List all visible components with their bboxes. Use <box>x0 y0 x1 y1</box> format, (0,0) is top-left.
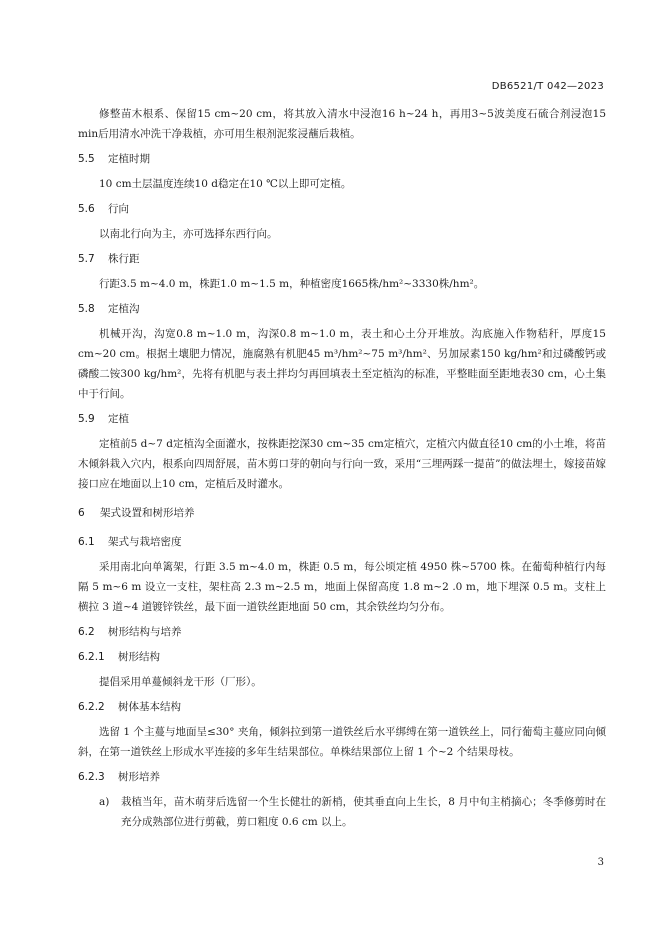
heading-6: 6 架式设置和树形培养 <box>78 507 195 519</box>
paragraph-root-pruning: 修整苗木根系、保留15 cm~20 cm，将其放入清水中浸泡16 h~24 h，再用3~5波美度石硫合剂浸泡15 min后用清水冲洗干净栽植，亦可用生根剂泥浆浸蘸后栽植。 <box>78 108 606 140</box>
heading-6-2-1: 6.2.1 树形结构 <box>78 651 160 663</box>
heading-6-2-3: 6.2.3 树形培养 <box>78 771 160 783</box>
paragraph-5-5: 10 cm土层温度连续10 d稳定在10 ℃以上即可定植。 <box>99 178 352 190</box>
page-number: 3 <box>597 857 604 868</box>
heading-5-5: 5.5 定植时期 <box>78 153 150 165</box>
paragraph-6-2-1: 提倡采用单蔓倾斜龙干形（厂形）。 <box>99 676 262 688</box>
heading-6-2: 6.2 树形结构与培养 <box>78 626 182 638</box>
heading-5-7: 5.7 株行距 <box>78 253 140 265</box>
paragraph-5-8: 机械开沟，沟宽0.8 m~1.0 m，沟深0.8 m~1.0 m，表土和心土分开堆放。沟底施入作物秸秆，厚度15 cm~20 cm。根据土壤肥力情况，施腐熟有机肥45 m³/hm²~75 m³/hm²、另加尿素150 kg/hm²和过磷酸钙或磷酸二铵300 kg/hm²，先将有机肥与表土拌均匀再回填表土至定植沟的标准，平整畦面至距地表30 cm，心土集中于行间。 <box>78 328 606 400</box>
heading-5-9: 5.9 定植 <box>78 413 129 425</box>
paragraph-6-2-2: 选留 1 个主蔓与地面呈≤30° 夹角，倾斜拉到第一道铁丝后水平绑缚在第一道铁丝上，同行葡萄主蔓应同向倾斜，在第一道铁丝上形成水平连接的多年生结果部位。单株结果部位上留 1 个~2 个结果母枝。 <box>78 726 606 758</box>
paragraph-5-6: 以南北行向为主，亦可选择东西行向。 <box>99 228 278 240</box>
heading-5-8: 5.8 定植沟 <box>78 303 140 315</box>
paragraph-5-9: 定植前5 d~7 d定植沟全面灌水，按株距挖深30 cm~35 cm定植穴，定植穴内做直径10 cm的小土堆，将苗木倾斜栽入穴内，根系向四周舒展，苗木剪口芽的朝向与行向一致，采用“三埋两踩一提苗”的做法埋土，嫁接苗嫁接口应在地面以上10 cm，定植后及时灌水。 <box>78 438 606 490</box>
page-body <box>78 104 606 832</box>
heading-6-1: 6.1 架式与栽培密度 <box>78 536 182 548</box>
list-item: a) 栽植当年，苗木萌芽后选留一个生长健壮的新梢，使其垂直向上生长，8 月中旬主梢摘心；冬季修剪时在充分成熟部位进行剪截，剪口粗度 0.6 cm 以上。 <box>99 796 606 828</box>
paragraph-6-1: 采用南北向单篱架，行距 3.5 m~4.0 m，株距 0.5 m，每公顷定植 4950 株~5700 株。在葡萄种植行内每隔 5 m~6 m 设立一支柱，架柱高 2.3 m~2.5 m，地面上保留高度 1.8 m~2 .0 m，地下埋深 0.5 m。支柱上横拉 3 道~4 道镀锌铁丝，最下面一道铁丝距地面 50 cm，其余铁丝均匀分布。 <box>78 561 606 613</box>
document-code: DB6521/T 042—2023 <box>491 81 604 92</box>
heading-5-6: 5.6 行向 <box>78 203 129 215</box>
heading-6-2-2: 6.2.2 树体基本结构 <box>78 701 181 713</box>
paragraph-5-7: 行距3.5 m~4.0 m，株距1.0 m~1.5 m，种植密度1665株/hm²~3330株/hm²。 <box>99 278 485 290</box>
